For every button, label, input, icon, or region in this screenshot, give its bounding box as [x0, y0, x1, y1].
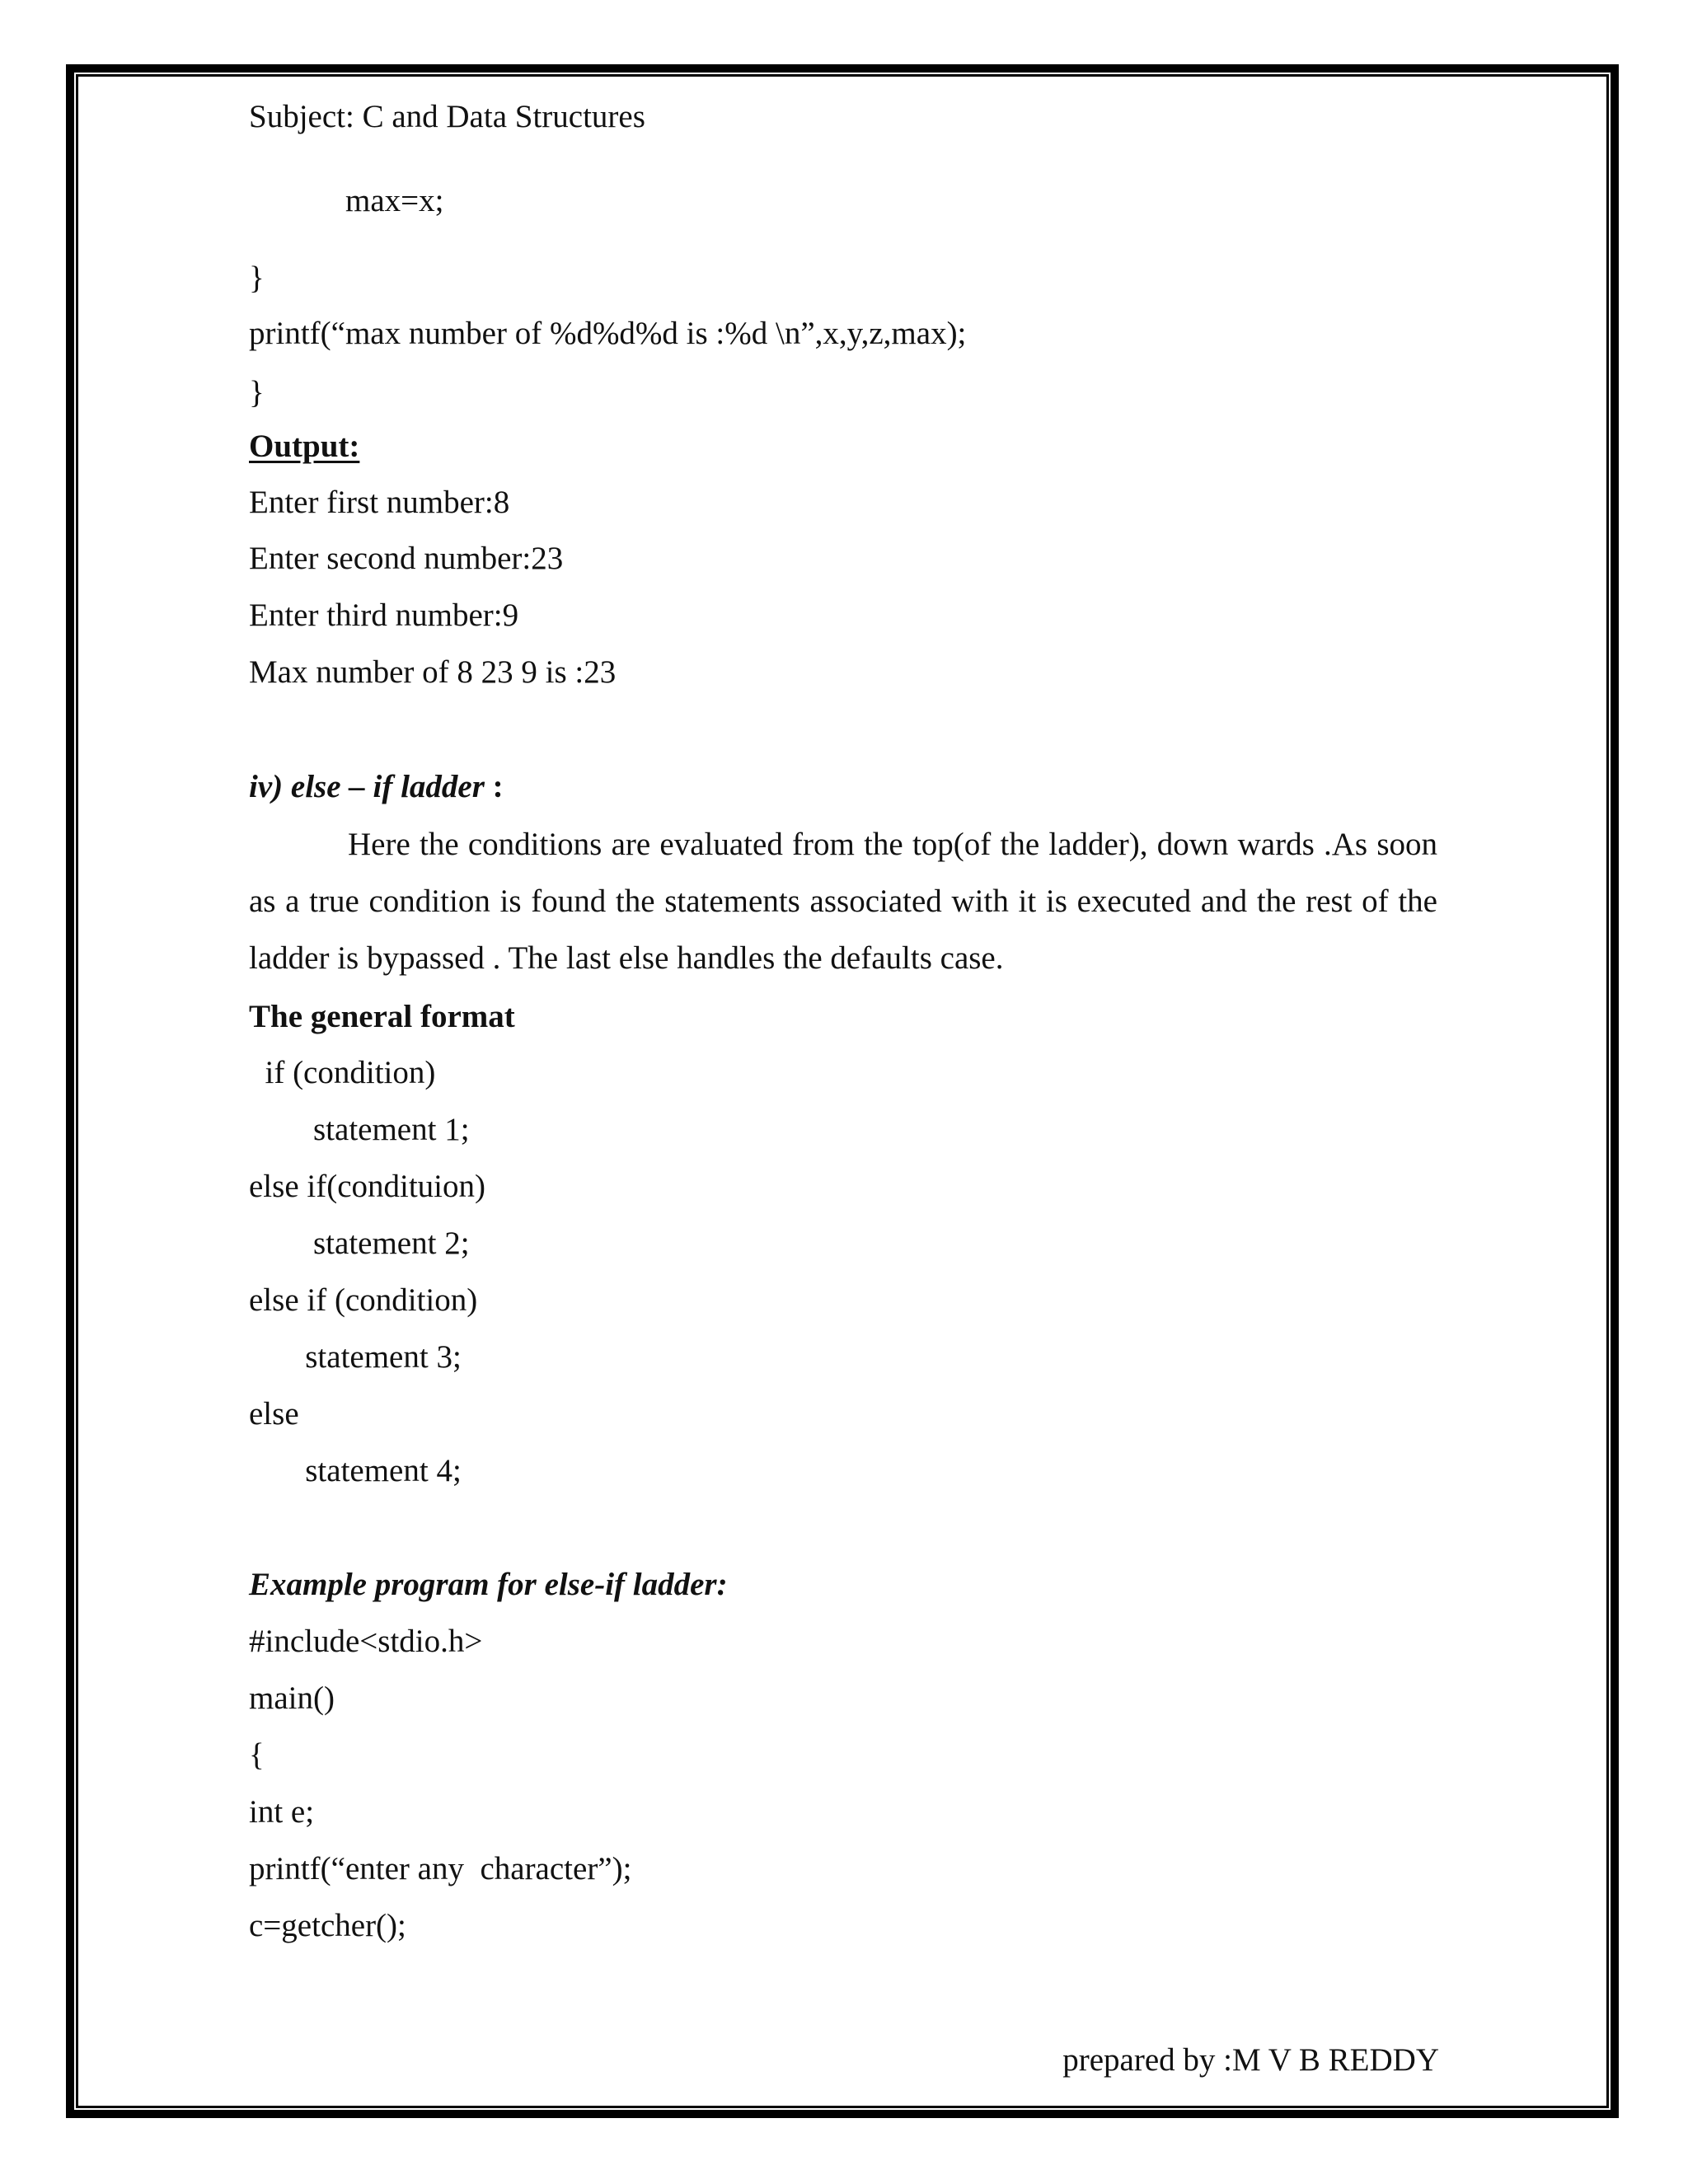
prepared-by-footer: prepared by :M V B REDDY [1062, 2042, 1439, 2078]
format-line: statement 2; [249, 1226, 470, 1261]
section-heading-colon: : [484, 769, 504, 804]
format-heading: The general format [249, 999, 515, 1034]
example-code-line: c=getcher(); [249, 1908, 406, 1943]
example-heading: Example program for else-if ladder: [249, 1567, 728, 1602]
format-line: statement 1; [249, 1112, 470, 1147]
output-line: Enter third number:9 [249, 598, 519, 633]
section-heading [249, 766, 504, 808]
example-code-line: main() [249, 1680, 335, 1716]
format-line: else [249, 1396, 299, 1432]
output-line: Enter first number:8 [249, 485, 510, 520]
section-heading-text: iv) else – if ladder [249, 769, 485, 804]
format-line: else if (condition) [249, 1282, 478, 1318]
output-line: Enter second number:23 [249, 541, 564, 576]
output-line: Max number of 8 23 9 is :23 [249, 654, 617, 690]
example-code-line: int e; [249, 1794, 315, 1830]
format-line: if (condition) [249, 1055, 436, 1090]
section-paragraph: Here the conditions are evaluated from the top(of the ladder), down wards .As soon as a true condition is found the statements associated with it is executed and the rest of the ladder is bypassed . The last else handles the defaults case. [249, 827, 1437, 976]
output-heading: Output: [249, 429, 360, 464]
format-line: statement 3; [249, 1339, 462, 1375]
example-code-line: #include<stdio.h> [249, 1624, 483, 1659]
format-line: statement 4; [249, 1453, 462, 1488]
code-line: max=x; [249, 183, 444, 218]
example-code-line: printf(“enter any character”); [249, 1851, 632, 1886]
code-line: printf(“max number of %d%d%d is :%d \n”,x,y,z,max); [249, 316, 967, 351]
subject-header: Subject: C and Data Structures [249, 99, 645, 134]
code-line: } [249, 260, 265, 296]
example-code-line: { [249, 1737, 265, 1773]
code-line: } [249, 375, 265, 410]
format-line: else if(condituion) [249, 1169, 485, 1204]
